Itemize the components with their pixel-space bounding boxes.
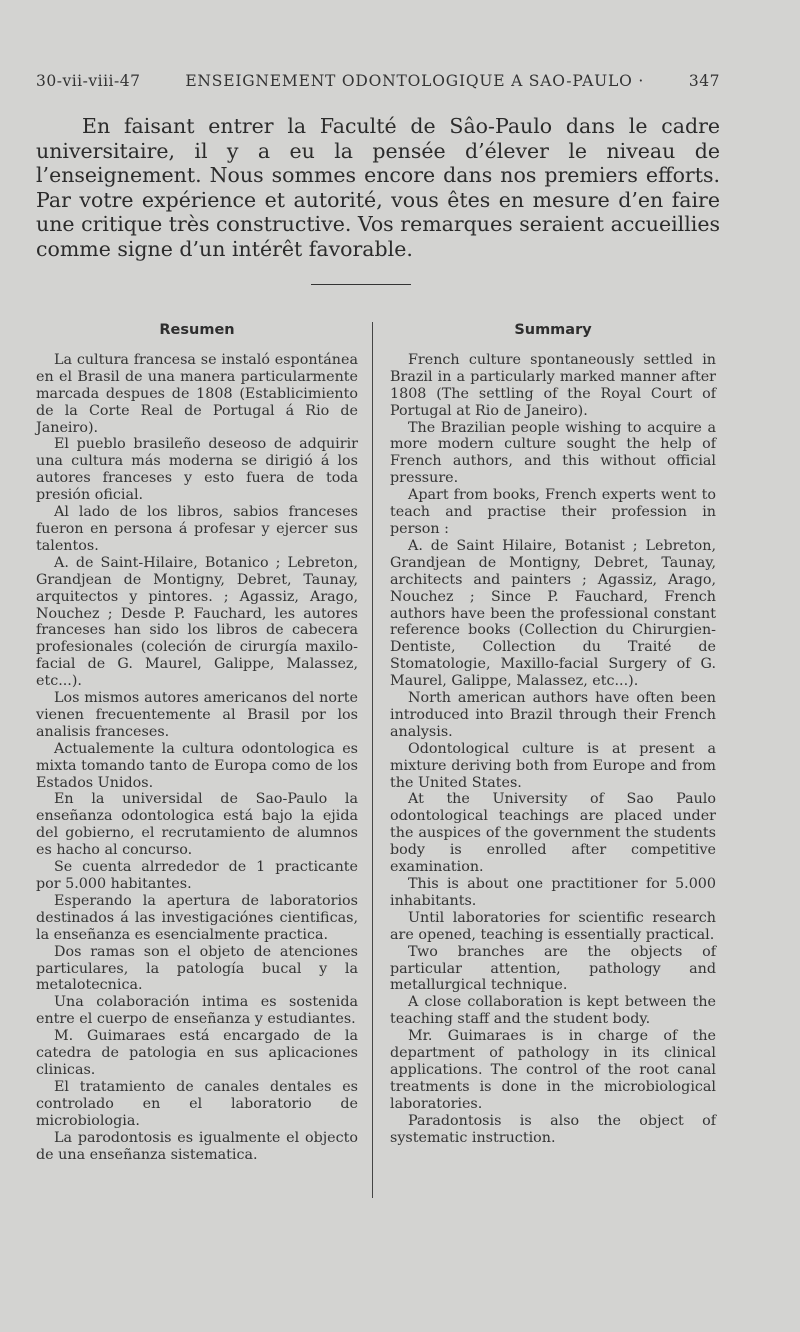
summary-paragraph: At the University of Sao Paulo odontological teachings are placed under the auspices of the government the students body is enrolled after competitive examination. <box>390 791 716 876</box>
summary-paragraph: North american authors have often been introduced into Brazil through their French analysis. <box>390 690 716 740</box>
resumen-paragraph: Dos ramas son el objeto de atenciones particulares, la patología bucal y la metalotecnica. <box>36 943 358 994</box>
summary-paragraph: Mr. Guimaraes is in charge of the department of pathology in its clinical applications. The control of the root canal treatments is done in the microbiological laboratories. <box>390 1028 716 1112</box>
resumen-paragraph: Actualemente la cultura odontologica es mixta tomando tanto de Europa como de los Estados Unidos. <box>36 740 358 791</box>
summary-paragraph: This is about one practitioner for 5.000 inhabitants. <box>390 876 716 909</box>
summary-paragraph: French culture spontaneously settled in Brazil in a particularly marked manner after 1808 (The settling of the Royal Court of Portugal at Rio de Janeiro). <box>390 351 716 419</box>
resumen-paragraph: El pueblo brasileño deseoso de adquirir una cultura más moderna se dirigió á los autores franceses y esto fuera de toda presión oficial. <box>36 436 358 504</box>
resumen-paragraph: M. Guimaraes está encargado de la catedra de patologia en sus aplicaciones clinicas. <box>36 1028 358 1078</box>
summary-paragraph: The Brazilian people wishing to acquire a more modern culture sought the help of French authors, and this without official pressure. <box>390 419 716 487</box>
column-divider <box>372 322 373 1198</box>
page-number: 347 <box>688 72 720 90</box>
summary-heading: Summary <box>514 322 592 338</box>
summary-paragraph: Odontological culture is at present a mixture deriving both from Europe and from the United States. <box>390 740 716 791</box>
resumen-paragraph: Los mismos autores americanos del norte vienen frecuentemente al Brasil por los analisis franceses. <box>36 690 358 740</box>
running-title: ENSEIGNEMENT ODONTOLOGIQUE A SAO-PAULO · <box>185 72 645 90</box>
header-date: 30-vii-viii-47 <box>36 72 141 90</box>
resumen-paragraph: Se cuenta alrrededor de 1 practicante por 5.000 habitantes. <box>36 859 358 892</box>
resumen-heading: Resumen <box>159 322 235 338</box>
resumen-column <box>36 322 358 1163</box>
section-rule <box>311 284 411 285</box>
summary-paragraph: Two branches are the objects of particular attention, pathology and metallurgical technique. <box>390 943 716 994</box>
page-header <box>36 72 720 90</box>
summary-paragraph: A. de Saint Hilaire, Botanist ; Lebreton, Grandjean de Montigny, Debret, Taunay, architects and painters ; Agassiz, Arago, Nouchez ; Since P. Fauchard, French authors have been the professional constant reference books (Collection du Chirurgien-Dentiste, Collection du Traité de Stomatologie, Maxillo-facial Surgery of G. Maurel, Galippe, Malassez, etc...). <box>390 537 716 690</box>
summary-paragraph: Until laboratories for scientific research are opened, teaching is essentially practical. <box>390 909 716 943</box>
summary-paragraph: Paradontosis is also the object of systematic instruction. <box>390 1112 716 1146</box>
intro-paragraph: En faisant entrer la Faculté de Sâo-Paulo dans le cadre universitaire, il y a eu la pensée d’élever le niveau de l’enseignement. Nous sommes encore dans nos premiers efforts. Par votre expérience et autorité, vous êtes en mesure d’en faire une critique très constructive. Vos remarques seraient accueillies comme signe d’un intérêt favorable. <box>36 114 720 261</box>
resumen-paragraph: En la universidal de Sao-Paulo la enseñanza odontologica está bajo la ejida del gobierno, el recrutamiento de alumnos es hacho al concurso. <box>36 791 358 859</box>
summary-paragraph: A close collaboration is kept between the teaching staff and the student body. <box>390 994 716 1028</box>
resumen-paragraph: A. de Saint-Hilaire, Botanico ; Lebreton, Grandjean de Montigny, Debret, Taunay, arquitectos y pintores. ; Agassiz, Arago, Nouchez ; Desde P. Fauchard, les autores franceses han sido los libros de cabecera profesionales (coleción de cirurgía maxilo-facial de G. Maurel, Galippe, Malassez, etc...). <box>36 554 358 690</box>
summary-paragraph: Apart from books, French experts went to teach and practise their profession in person : <box>390 487 716 537</box>
resumen-paragraph: Esperando la apertura de laboratorios destinados á las investigaciónes cientificas, la enseñanza es esencialmente practica. <box>36 892 358 943</box>
resumen-paragraph: Al lado de los libros, sabios franceses fueron en persona á profesar y ejercer sus talentos. <box>36 504 358 554</box>
summary-column <box>390 322 716 1147</box>
resumen-paragraph: Una colaboración intima es sostenida entre el cuerpo de enseñanza y estudiantes. <box>36 994 358 1028</box>
resumen-paragraph: La cultura francesa se instaló espontánea en el Brasil de una manera particularmente marcada despues de 1808 (Establicimiento de la Corte Real de Portugal á Rio de Janeiro). <box>36 351 358 436</box>
resumen-paragraph: La parodontosis es igualmente el objecto de una enseñanza sistematica. <box>36 1129 358 1163</box>
resumen-paragraph: El tratamiento de canales dentales es controlado en el laboratorio de microbiologia. <box>36 1078 358 1129</box>
